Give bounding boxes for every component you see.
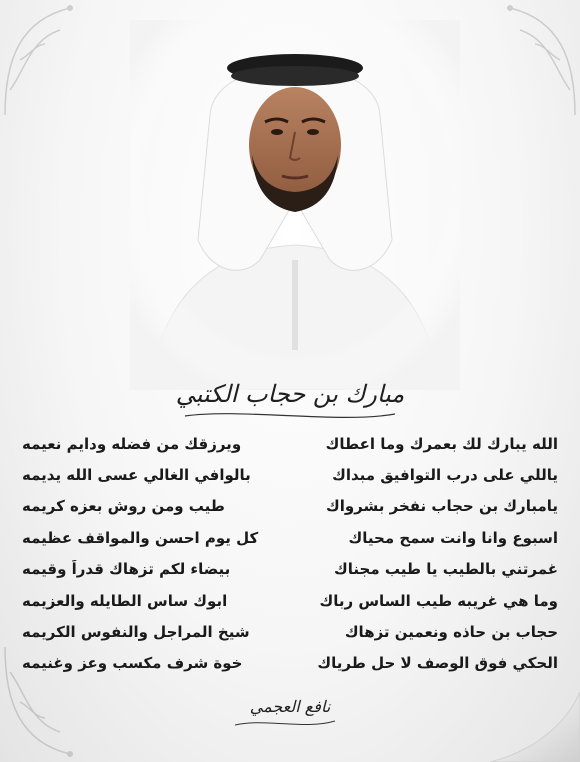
verse-first-half: يامبارك بن حجاب نفخر بشرواك [325,497,558,516]
signature-flourish [230,716,340,730]
verse-second-half: خوة شرف مكسب وعز وغنيمه [22,654,243,673]
verse [22,616,558,647]
title-flourish [180,406,400,424]
verse-first-half: غمرتني بالطيب يا طيب مجناك [334,560,558,579]
verse-second-half: شيخ المراجل والنفوس الكريمه [22,623,250,642]
corner-ornament [460,0,580,120]
verse [22,648,558,679]
verse-first-half: اسبوع وانا وانت سمح محياك [348,528,558,547]
corner-ornament [0,0,120,120]
verse-second-half: ابوك ساس الطايله والعزيمه [22,591,228,610]
verse [22,522,558,553]
verse [22,428,558,459]
verse-first-half: الله يبارك لك بعمرك وما اعطاك [325,434,558,453]
verse-second-half: طيب ومن روش بعزه كريمه [22,497,225,516]
verse-second-half: كل يوم احسن والمواقف عظيمه [22,528,259,547]
verse-second-half: بالوافي الغالي عسى الله يديمه [22,466,251,485]
poem [22,428,558,679]
verse-first-half: الحكي فوق الوصف لا حل طرياك [317,654,558,673]
verse [22,585,558,616]
verse [22,491,558,522]
verse-first-half: وما هي غريبه طيب الساس رباك [319,591,558,610]
verse-second-half: ويرزقك من فضله ودايم نعيمه [22,434,242,453]
verse [22,459,558,490]
verse-second-half: بيضاء لكم تزهاك قدراً وقيمه [22,560,231,579]
verse [22,554,558,585]
verse-first-half: حجاب بن حاذه ونعمين تزهاك [344,623,558,642]
poet-signature: نافع العجمي [249,697,331,716]
portrait-photo [130,20,460,390]
verse-first-half: ياللي على درب التوافيق مبداك [332,466,558,485]
poem-title: مبارك بن حجاب الكتبي [175,380,405,408]
page-curl [490,692,580,762]
